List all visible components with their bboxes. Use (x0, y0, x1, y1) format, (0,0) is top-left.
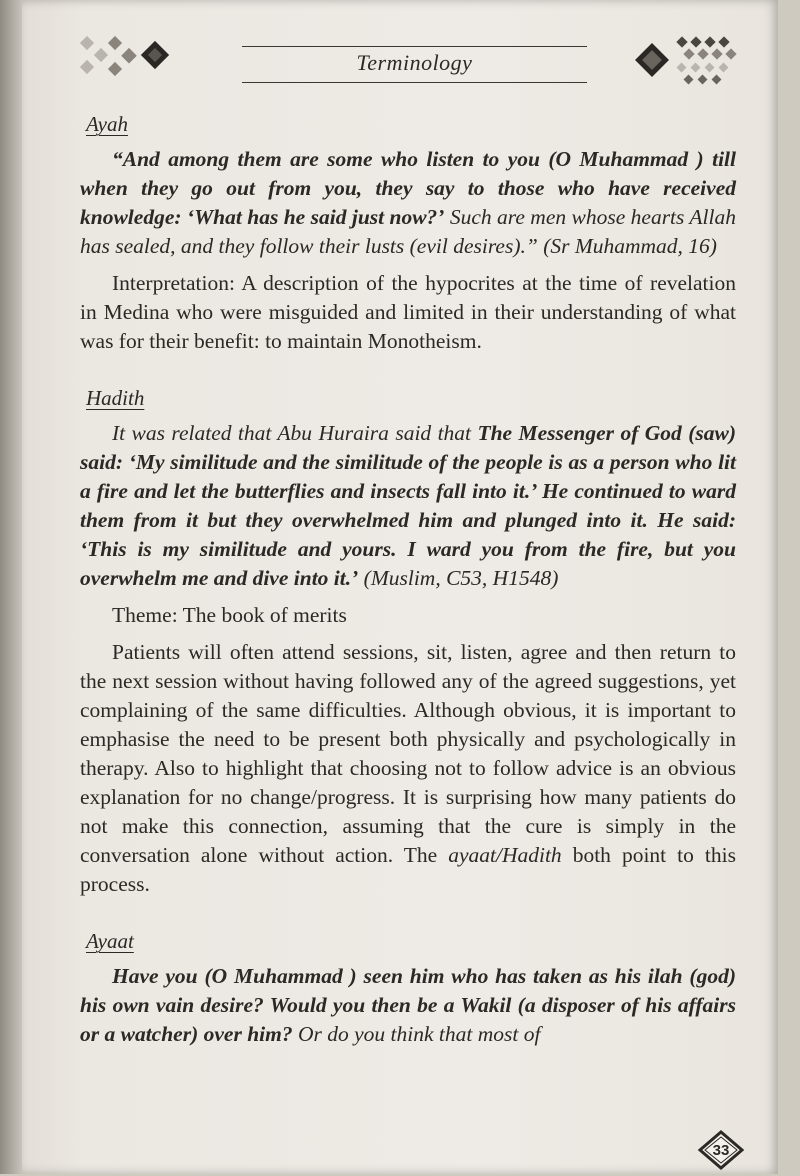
commentary-text-end: both point to this process. (80, 843, 736, 896)
page-number: 33 (712, 1142, 730, 1159)
page-title: Terminology (356, 50, 473, 75)
hadith-intro: It was related that Abu Huraira said that (112, 421, 478, 445)
header-rule-top (242, 46, 587, 47)
ayaat-quote-plain: Or do you think that most of (292, 1022, 541, 1046)
section-heading-ayaat: Ayaat (86, 929, 134, 953)
hadith-theme: Theme: The book of merits (112, 603, 347, 627)
book-page (22, 0, 778, 1174)
header-rule-bottom (242, 82, 587, 83)
ayah-interpretation: Interpretation: A description of the hypocrites at the time of revelation in Medina who were misguided and limited in their understanding of what was for their benefit: to maintain Monotheism. (80, 271, 736, 353)
ayah-quote-bold: “And among them are some who listen to you (O Muhammad ) till when they go out from you, they say to those who have received knowledge: ‘What has he said just now?’ (80, 147, 736, 229)
section-heading-hadith: Hadith (86, 386, 145, 410)
ayah-quote (80, 145, 736, 261)
diamond-ornament-left-icon (62, 36, 182, 88)
ayaat-quote (80, 962, 736, 1049)
section-heading-ayah: Ayah (86, 112, 128, 136)
hadith-commentary (80, 638, 736, 899)
commentary-text: Patients will often attend sessions, sit, listen, agree and then return to the next session without having followed any of the agreed suggestions, yet complaining of the same difficulties. Although obvious, it is important to emphasise the need to be present both physically and psychologically in therapy. Also to highlight that choosing not to follow advice is an obvious explanation for no change/progress. It is surprising how many patients do not make this connection, assuming that the cure is simply in the conversation alone without action. The (80, 640, 736, 867)
book-spine-shadow (0, 0, 22, 1174)
page-number-badge (698, 1130, 744, 1176)
page-body (80, 112, 736, 1049)
page-header (62, 32, 752, 92)
hadith-reference: (Muslim, C53, H1548) (358, 566, 559, 590)
ayaat-quote-bold: Have you (O Muhammad ) seen him who has taken as his ilah (god) his own vain desire? Would you then be a Wakil (a disposer of his affairs or a watcher) over him? (80, 964, 736, 1046)
hadith-quote-bold: The Messenger of God (saw) said: ‘My similitude and the similitude of the people is as a person who lit a fire and let the butterflies and insects fall into it.’ He continued to ward them from it but they overwhelmed him and plunged into it. He said: ‘This is my similitude and yours. I ward you from the fire, but you overwhelm me and dive into it.’ (80, 421, 736, 590)
ayah-quote-plain: Such are men whose hearts Allah has sealed, and they follow their lusts (evil desires).” (Sr Muhammad, 16) (80, 205, 736, 258)
commentary-italic-term: ayaat/Hadith (448, 843, 562, 867)
hadith-quote (80, 419, 736, 593)
diamond-ornament-right-icon (632, 36, 752, 88)
